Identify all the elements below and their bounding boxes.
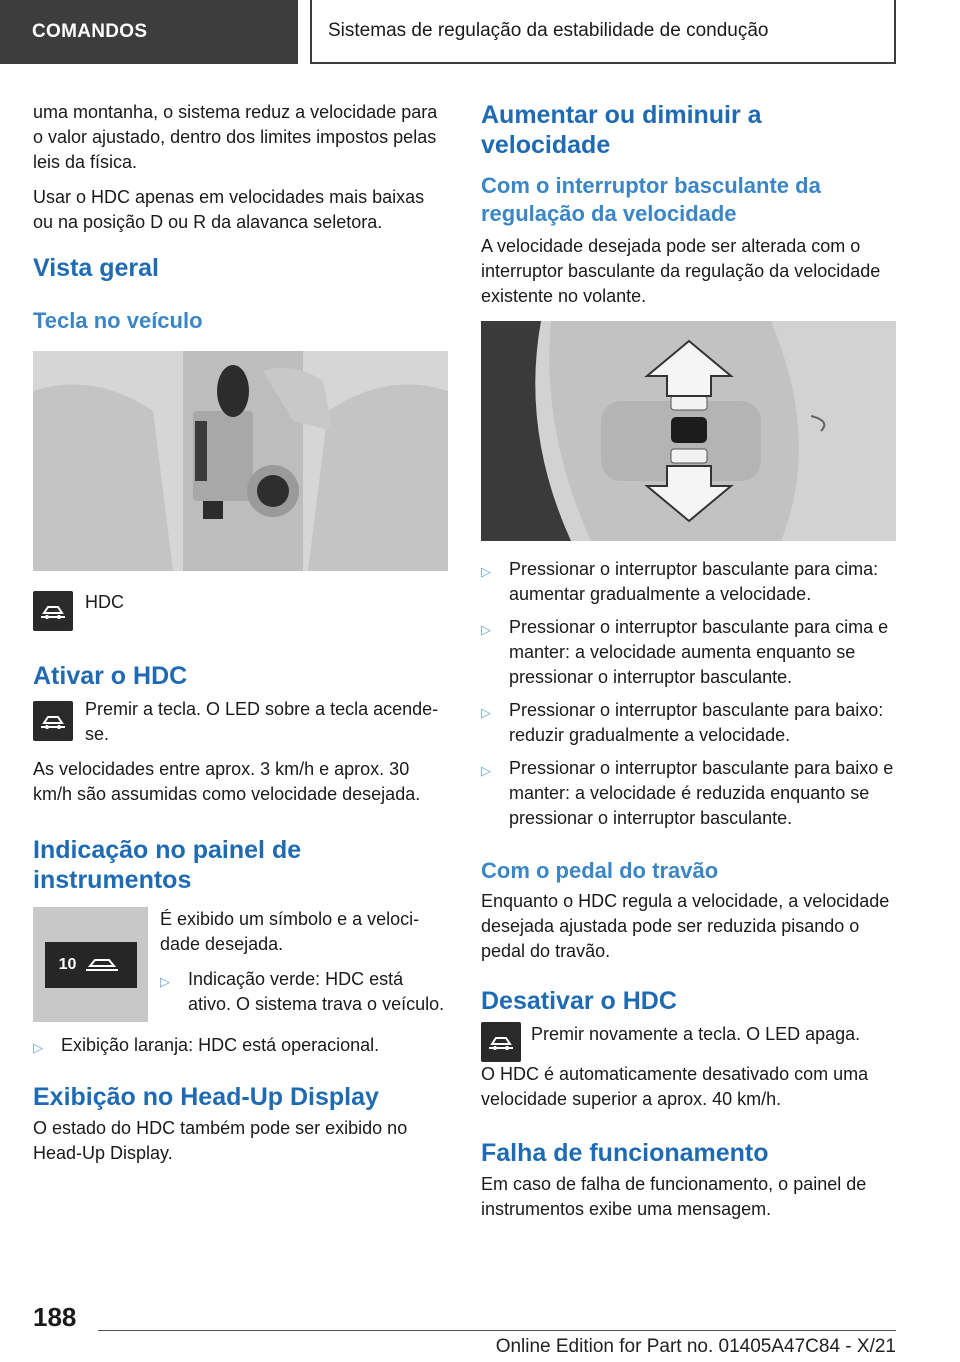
deactivate-row	[481, 1022, 896, 1062]
bullet-text: Indicação verde: HDC está ativo. O sistema trava o veículo.	[188, 969, 445, 1014]
hdc-icon-label: HDC	[85, 592, 124, 612]
malfunction-text: Em caso de falha de funcionamento, o painel de instrumentos exibe uma mensagem.	[481, 1174, 867, 1219]
chapter-header	[310, 0, 896, 64]
brake-text: Enquanto o HDC regula a velocidade, a velocidade desejada ajustada pode ser reduzida pisando o pedal do travão.	[481, 891, 890, 961]
rocker-bullet	[481, 557, 896, 607]
triangle-bullet-icon: ▷	[481, 564, 491, 579]
section-title: COMANDOS	[32, 21, 148, 42]
heading-activate-hdc: Ativar o HDC	[33, 662, 188, 690]
heading-deactivate-hdc: Desativar o HDC	[481, 987, 677, 1015]
rocker-text: A velocidade desejada pode ser alterada com o interruptor basculante da regulação da velocidade existente no volante.	[481, 236, 881, 306]
console-photo	[33, 351, 448, 571]
rocker-bullet	[481, 615, 896, 690]
triangle-bullet-icon: ▷	[481, 763, 491, 778]
speeds-text: As velocidades entre aprox. 3 km/h e aprox. 30 km/h são assumidas como velocidade desejada.	[33, 759, 421, 804]
bullet-text: Pressionar o interruptor basculante para cima: aumentar gradualmente a velocidade.	[509, 559, 879, 604]
hdc-icon	[33, 701, 73, 741]
right-column	[481, 100, 896, 1232]
hdc-icon	[33, 591, 73, 631]
heading-malfunction: Falha de funcionamento	[481, 1139, 769, 1167]
hdc-icon	[481, 1022, 521, 1062]
activate-text: Premir a tecla. O LED sobre a tecla acende-se.	[85, 699, 439, 744]
heading-rocker-switch: Com o interruptor basculante da regulação da velocidade	[481, 173, 821, 226]
indication-text: É exibido um símbolo e a velocidade desejada.	[160, 909, 420, 954]
heading-instrument-indication: Indicação no painel de instrumentos	[33, 836, 302, 894]
steering-wheel-photo	[481, 321, 896, 541]
footer-divider	[98, 1330, 896, 1331]
bullet-orange	[33, 1033, 449, 1060]
indication-row	[33, 907, 449, 1025]
steering-wheel-illustration	[481, 321, 896, 541]
cluster-speed-number: 10	[58, 955, 77, 973]
bullet-text: Pressionar o interruptor basculante para baixo e manter: a velocidade é reduzida enquanto se pressionar o interruptor basculante.	[509, 758, 894, 828]
rocker-bullet	[481, 756, 896, 831]
rocker-bullet-list	[481, 557, 896, 831]
heading-brake-pedal: Com o pedal do travão	[481, 858, 719, 883]
left-column	[33, 100, 449, 1176]
heading-key-in-vehicle: Tecla no veículo	[33, 308, 203, 333]
deactivate-text-1: Premir novamente a tecla. O LED apaga.	[531, 1024, 861, 1044]
bullet-text: Exibição laranja: HDC está operacional.	[61, 1035, 380, 1055]
heading-overview: Vista geral	[33, 254, 160, 282]
deactivate-text-2: O HDC é automaticamente desativado com uma velocidade superior a aprox. 40 km/h.	[481, 1064, 869, 1109]
bullet-text: Pressionar o interruptor basculante para cima e manter: a velocidade aumenta enquanto se pressionar o interruptor basculante.	[509, 617, 889, 687]
hud-text: O estado do HDC também pode ser exibido no Head-Up Display.	[33, 1118, 408, 1163]
activate-row	[33, 697, 449, 757]
center-console-illustration	[33, 351, 448, 571]
heading-change-speed: Aumentar ou diminuir a velocidade	[481, 101, 762, 159]
hdc-cluster-symbol	[45, 942, 137, 988]
intro-paragraph-2: Usar o HDC apenas em velocidades mais baixas ou na posição D ou R da alavanca seletora.	[33, 187, 425, 232]
page-number: 188	[33, 1302, 77, 1332]
bullet-green	[160, 967, 449, 1017]
bullet-text: Pressionar o interruptor basculante para baixo: reduzir gradualmente a velocidade.	[509, 700, 884, 745]
hdc-key-row	[33, 591, 449, 631]
cluster-symbol-image	[33, 907, 148, 1022]
chapter-title: Sistemas de regulação da estabilidade de condução	[328, 20, 769, 41]
rocker-bullet	[481, 698, 896, 748]
section-tab	[0, 0, 298, 64]
edition-text: Online Edition for Part no. 01405A47C84 - X/21	[495, 1336, 896, 1357]
triangle-bullet-icon: ▷	[481, 705, 491, 720]
triangle-bullet-icon: ▷	[160, 974, 170, 989]
heading-hud: Exibição no Head-Up Display	[33, 1083, 379, 1111]
triangle-bullet-icon: ▷	[481, 622, 491, 637]
indication-text-block	[160, 907, 449, 1025]
intro-paragraph-1: uma montanha, o sistema reduz a velocidade para o valor ajustado, dentro dos limites impostos pelas leis da física.	[33, 102, 438, 172]
triangle-bullet-icon: ▷	[33, 1040, 43, 1055]
